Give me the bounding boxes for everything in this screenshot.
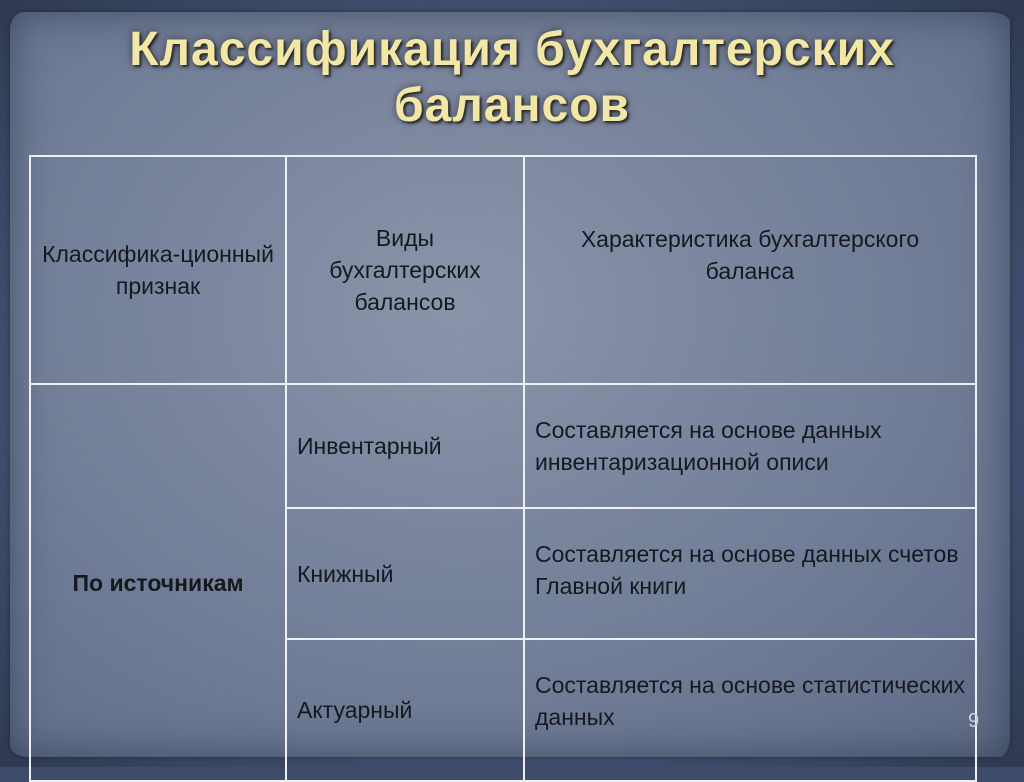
classification-table: [29, 155, 980, 782]
balance-type-cell: Инвентарный: [286, 384, 524, 508]
header-classification-sign: Классифика-ционный признак: [30, 156, 286, 384]
balance-type-cell: Актуарный: [286, 639, 524, 781]
balance-description-cell: Составляется на основе данных инвентаризационной описи: [524, 384, 976, 508]
header-balance-characteristic: Характеристика бухгалтерского баланса: [524, 156, 976, 384]
title-line-1: Классификация бухгалтерских: [129, 23, 895, 76]
table-row: [30, 384, 976, 508]
title-line-2: балансов: [393, 79, 631, 132]
slide-title: [0, 22, 1024, 134]
balance-type-cell: Книжный: [286, 508, 524, 639]
balance-description-cell: Составляется на основе статистических данных: [524, 639, 976, 781]
page-number: 9: [968, 710, 980, 732]
table-header-row: [30, 156, 976, 384]
header-balance-types: Виды бухгалтерских балансов: [286, 156, 524, 384]
balance-description-cell: Составляется на основе данных счетов Главной книги: [524, 508, 976, 639]
group-label-by-sources: По источникам: [30, 384, 286, 781]
